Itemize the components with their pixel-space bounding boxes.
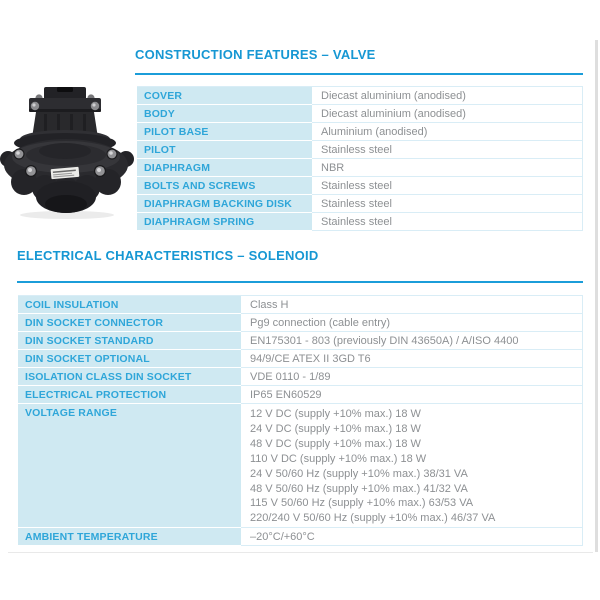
row-value: IP65 EN60529 [241,386,582,404]
row-value: Pg9 connection (cable entry) [241,314,582,332]
voltage-range-values [241,404,582,528]
row-label: PILOT [137,141,312,159]
page-edge-shadow [595,40,598,552]
row-label: VOLTAGE RANGE [18,404,241,528]
voltage-line: 12 V DC (supply +10% max.) 18 W [250,408,421,420]
voltage-range-row [18,404,582,528]
voltage-line: 220/240 V 50/60 Hz (supply +10% max.) 46/37 VA [250,512,496,525]
table-row [18,332,582,350]
voltage-line: 110 V DC (supply +10% max.) 18 W [250,452,427,465]
row-value: Diecast aluminium (anodised) [312,87,582,105]
table-row [137,141,582,159]
row-label: BOLTS AND SCREWS [137,177,312,195]
table-row [137,105,582,123]
row-value: –20°C/+60°C [241,528,582,546]
voltage-line: 48 V 50/60 Hz (supply +10% max.) 41/32 VA [250,482,468,495]
row-label: DIN SOCKET OPTIONAL [18,350,241,368]
row-label: DIN SOCKET CONNECTOR [18,314,241,332]
construction-title-rule [135,73,583,75]
table-row [18,296,582,314]
row-value: Stainless steel [312,141,582,159]
page-bottom-rule [8,552,593,553]
row-label: PILOT BASE [137,123,312,141]
row-value: VDE 0110 - 1/89 [241,368,582,386]
construction-table [137,86,583,231]
table-row [18,350,582,368]
table-row [137,87,582,105]
electrical-table [18,295,583,546]
electrical-title-rule [17,281,583,283]
construction-section-title: CONSTRUCTION FEATURES – VALVE [135,47,376,62]
row-value: Class H [241,296,582,314]
voltage-line: 24 V DC (supply +10% max.) 18 W [250,422,421,435]
voltage-line: 115 V 50/60 Hz (supply +10% max.) 63/53 VA [250,497,474,510]
row-value: 94/9/CE ATEX II 3GD T6 [241,350,582,368]
row-value: Aluminium (anodised) [312,123,582,141]
row-value: Stainless steel [312,177,582,195]
row-label: DIAPHRAGM BACKING DISK [137,195,312,213]
row-label: DIAPHRAGM SPRING [137,213,312,231]
row-label: ISOLATION CLASS DIN SOCKET [18,368,241,386]
row-value: Stainless steel [312,195,582,213]
table-row [18,368,582,386]
row-value: Diecast aluminium (anodised) [312,105,582,123]
table-row [137,195,582,213]
table-row [137,159,582,177]
table-row [137,123,582,141]
row-label: DIN SOCKET STANDARD [18,332,241,350]
table-row [18,314,582,332]
table-row [137,177,582,195]
row-value: Stainless steel [312,213,582,231]
table-row [18,528,582,546]
table-row [18,386,582,404]
row-label: BODY [137,105,312,123]
row-value: NBR [312,159,582,177]
row-label: AMBIENT TEMPERATURE [18,528,241,546]
row-label: DIAPHRAGM [137,159,312,177]
electrical-section-title: ELECTRICAL CHARACTERISTICS – SOLENOID [17,248,319,263]
valve-product-photo [0,85,135,220]
row-label: COVER [137,87,312,105]
table-row [137,213,582,231]
row-label: COIL INSULATION [18,296,241,314]
row-label: ELECTRICAL PROTECTION [18,386,241,404]
voltage-line: 48 V DC (supply +10% max.) 18 W [250,437,421,450]
voltage-line: 24 V 50/60 Hz (supply +10% max.) 38/31 VA [250,467,468,480]
row-value: EN175301 - 803 (previously DIN 43650A) / A/ISO 4400 [241,332,582,350]
